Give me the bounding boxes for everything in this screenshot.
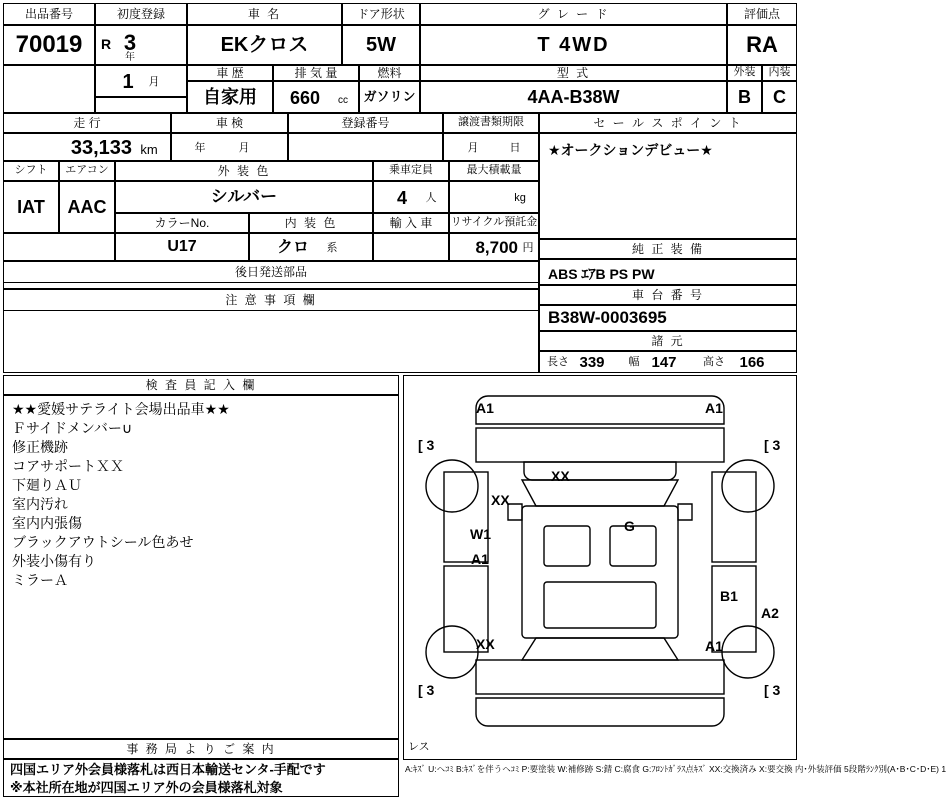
transfer-cell bbox=[443, 133, 539, 161]
grade-value: T 4WD bbox=[420, 25, 727, 65]
inspector-line: コアサポートＸＸ bbox=[12, 458, 124, 474]
history-label: 車 歴 bbox=[187, 65, 273, 81]
caution-value bbox=[3, 311, 539, 373]
shift-value: IAT bbox=[3, 181, 59, 233]
shift-aircon-blank bbox=[3, 233, 115, 261]
inspector-line: 下廻りＡＵ bbox=[12, 477, 82, 493]
later-parts-label: 後日発送部品 bbox=[3, 261, 539, 283]
mileage-label: 走 行 bbox=[3, 113, 171, 133]
transfer-day-unit: 日 bbox=[509, 142, 521, 155]
exterior-color-label: 外 装 色 bbox=[115, 161, 373, 181]
max-load-unit: kg bbox=[514, 192, 526, 205]
damage-mark: [ 3 bbox=[418, 437, 435, 453]
first-reg-year: 3 bbox=[123, 30, 137, 56]
first-reg-month: 1 bbox=[122, 70, 134, 93]
shaken-label: 車 検 bbox=[171, 113, 288, 133]
inspector-line: 外装小傷有り bbox=[12, 553, 96, 569]
exterior-color-value: シルバー bbox=[115, 181, 373, 213]
first-reg-month-unit: 月 bbox=[148, 76, 160, 89]
equipment-box bbox=[539, 259, 797, 285]
displacement-label: 排 気 量 bbox=[273, 65, 359, 81]
office-line: ※本社所在地が四国エリア外の会員様落札対象 bbox=[10, 780, 283, 795]
door-value: 5W bbox=[342, 25, 420, 65]
damage-mark: XX bbox=[551, 468, 570, 484]
mileage-unit: km bbox=[140, 142, 158, 158]
equipment-label: 純 正 装 備 bbox=[539, 239, 797, 259]
chassis-value: B38W-0003695 bbox=[548, 308, 667, 327]
office-box bbox=[3, 759, 399, 797]
shaken-cell bbox=[171, 133, 288, 161]
first-reg-year-unit: 年 bbox=[125, 52, 135, 64]
grade-label: グ レ ー ド bbox=[420, 3, 727, 25]
inspector-label: 検 査 員 記 入 欄 bbox=[3, 375, 399, 395]
exterior-grade-value: B bbox=[727, 81, 762, 113]
lot-no-value: 70019 bbox=[3, 25, 95, 65]
aircon-label: エアコン bbox=[59, 161, 115, 181]
capacity-cell bbox=[373, 181, 449, 213]
damage-mark: [ 3 bbox=[764, 437, 781, 453]
inspector-line: ブラックアウトシール色あせ bbox=[12, 534, 194, 550]
damage-mark: XX bbox=[476, 636, 495, 652]
import-value bbox=[373, 233, 449, 261]
recycle-unit: 円 bbox=[522, 242, 534, 255]
color-no-label: カラーNo. bbox=[115, 213, 249, 233]
transfer-month-unit: 月 bbox=[467, 142, 479, 155]
interior-color-suffix: 系 bbox=[326, 242, 338, 255]
res-label: レス bbox=[408, 741, 430, 753]
damage-mark: W1 bbox=[470, 526, 491, 542]
car-name-label: 車 名 bbox=[187, 3, 342, 25]
exterior-grade-label: 外装 bbox=[727, 65, 762, 81]
max-load-cell bbox=[449, 181, 539, 213]
interior-color-cell bbox=[249, 233, 373, 261]
damage-mark: A1 bbox=[705, 638, 723, 654]
dimensions-box bbox=[539, 351, 797, 373]
mileage-value: 33,133 bbox=[70, 136, 132, 159]
recycle-value: 8,700 bbox=[475, 238, 518, 258]
inspector-line: 室内内張傷 bbox=[12, 515, 82, 531]
caution-label: 注 意 事 項 欄 bbox=[3, 289, 539, 311]
damage-mark: A1 bbox=[705, 400, 723, 416]
car-name-value: EKクロス bbox=[187, 25, 342, 65]
import-label: 輸 入 車 bbox=[373, 213, 449, 233]
lot-no-blank bbox=[3, 65, 95, 113]
rating-label: 評価点 bbox=[727, 3, 797, 25]
office-label: 事 務 局 よ り ご 案 内 bbox=[3, 739, 399, 759]
chassis-box bbox=[539, 305, 797, 331]
history-value: 自家用 bbox=[187, 81, 273, 113]
equipment-value: ABS ｴｱB PS PW bbox=[548, 266, 655, 282]
damage-legend: A:ｷｽﾞ U:ヘｺﾐ B:ｷｽﾞを伴うヘｺﾐ P:要塗装 W:補修跡 S:錆 C:腐食 G:ﾌﾛﾝﾄｶﾞﾗｽ点ｷｽﾞ XX:交換済み X:要交換 内･外装評価 5段階ﾗﾝｸ別(A･B･C･D･E) 1 bbox=[405, 764, 946, 774]
capacity-unit: 人 bbox=[425, 192, 437, 205]
sales-point-label: セ ー ル ス ポ イ ン ト bbox=[539, 113, 797, 133]
sales-point-value: ★オークションデビュー★ bbox=[548, 142, 713, 158]
fuel-value: ガソリン bbox=[359, 81, 420, 113]
reg-no-value bbox=[288, 133, 443, 161]
inspector-line: ミラーＡ bbox=[12, 572, 68, 588]
damage-mark: G bbox=[624, 518, 635, 534]
shaken-year-unit: 年 bbox=[194, 142, 206, 155]
dimensions-label: 諸 元 bbox=[539, 331, 797, 351]
displacement-cell bbox=[273, 81, 359, 113]
chassis-label: 車 台 番 号 bbox=[539, 285, 797, 305]
first-reg-month-cell bbox=[95, 65, 187, 97]
transfer-label: 譲渡書類期限 bbox=[443, 113, 539, 133]
capacity-label: 乗車定員 bbox=[373, 161, 449, 181]
first-reg-year-cell bbox=[95, 25, 187, 65]
reg-no-label: 登録番号 bbox=[288, 113, 443, 133]
length-value: 339 bbox=[579, 354, 605, 372]
lot-no-label: 出品番号 bbox=[3, 3, 95, 25]
interior-color-label: 内 装 色 bbox=[249, 213, 373, 233]
car-diagram bbox=[403, 375, 797, 760]
max-load-label: 最大積載量 bbox=[449, 161, 539, 181]
damage-mark: A2 bbox=[761, 605, 779, 621]
recycle-cell bbox=[449, 233, 539, 261]
recycle-label: リサイクル預託金 bbox=[449, 213, 539, 233]
door-label: ドア形状 bbox=[342, 3, 420, 25]
height-label: 高さ bbox=[703, 356, 725, 369]
interior-grade-label: 内装 bbox=[762, 65, 797, 81]
width-label: 幅 bbox=[628, 356, 640, 369]
shift-label: シフト bbox=[3, 161, 59, 181]
office-line: 四国エリア外会員様落札は西日本輸送センタ-手配です bbox=[10, 762, 326, 777]
aircon-value: AAC bbox=[59, 181, 115, 233]
displacement-unit: cc bbox=[338, 94, 348, 106]
damage-mark: [ 3 bbox=[764, 682, 781, 698]
inspector-line: ★★愛媛サテライト会場出品車★★ bbox=[12, 401, 230, 417]
shaken-month-unit: 月 bbox=[238, 142, 250, 155]
damage-mark: A1 bbox=[476, 400, 494, 416]
first-reg-era: R bbox=[100, 35, 112, 52]
model-label: 型 式 bbox=[420, 65, 727, 81]
fuel-label: 燃料 bbox=[359, 65, 420, 81]
model-value: 4AA-B38W bbox=[420, 81, 727, 113]
first-reg-blank bbox=[95, 97, 187, 113]
color-no-value: U17 bbox=[115, 233, 249, 261]
width-value: 147 bbox=[651, 354, 677, 372]
inspector-box bbox=[3, 395, 399, 739]
inspector-line: Ｆサイドメンバー∪ bbox=[12, 420, 133, 436]
damage-mark: B1 bbox=[720, 588, 738, 604]
interior-color-value: クロ bbox=[276, 238, 309, 256]
interior-grade-value: C bbox=[762, 81, 797, 113]
damage-mark: [ 3 bbox=[418, 682, 435, 698]
mileage-cell bbox=[3, 133, 171, 161]
first-reg-label: 初度登録 bbox=[95, 3, 187, 25]
inspector-line: 修正機跡 bbox=[12, 439, 68, 455]
height-value: 166 bbox=[739, 354, 765, 372]
displacement-value: 660 bbox=[289, 87, 321, 108]
sales-point-box bbox=[539, 133, 797, 239]
damage-mark: A1 bbox=[471, 551, 489, 567]
length-label: 長さ bbox=[547, 356, 569, 369]
capacity-value: 4 bbox=[396, 187, 407, 208]
damage-mark: XX bbox=[491, 492, 510, 508]
inspector-line: 室内汚れ bbox=[12, 496, 68, 512]
rating-value: RA bbox=[727, 25, 797, 65]
